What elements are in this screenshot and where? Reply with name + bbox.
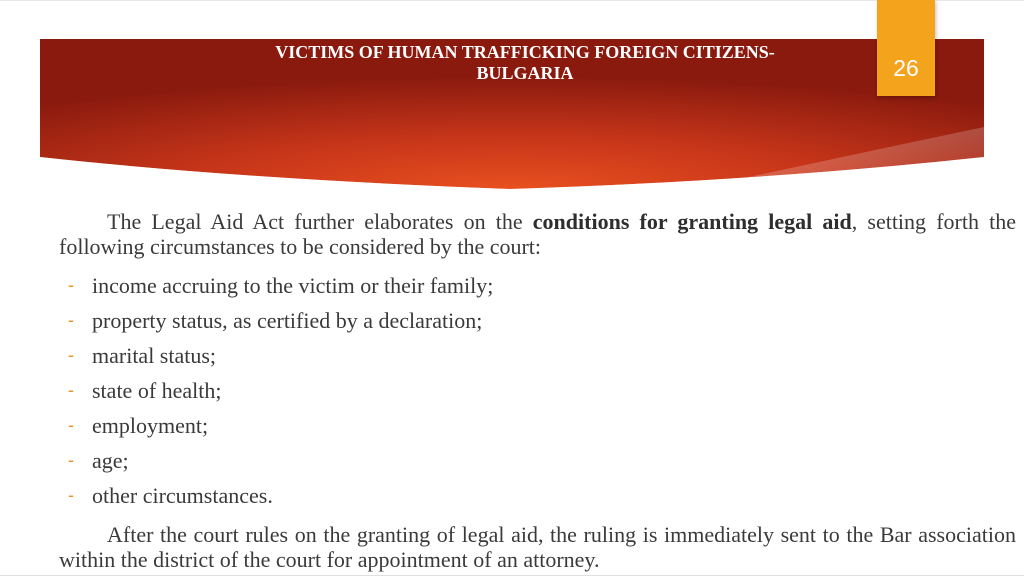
slide-title bbox=[205, 42, 845, 84]
list-item-text: marital status; bbox=[92, 343, 217, 368]
closing-paragraph: After the court rules on the granting of legal aid, the ruling is immediately sent to the Bar association within the district of the court for appointment of an attorney. bbox=[59, 522, 1016, 572]
list-item-text: other circumstances. bbox=[92, 483, 273, 508]
slide-title-line1: VICTIMS OF HUMAN TRAFFICKING FOREIGN CITIZENS- bbox=[275, 42, 775, 62]
list-item-text: property status, as certified by a declaration; bbox=[92, 308, 483, 333]
dash-marker: - bbox=[68, 450, 74, 470]
dash-marker: - bbox=[68, 310, 74, 330]
list-item bbox=[59, 268, 1016, 303]
list-item-text: employment; bbox=[92, 413, 209, 438]
list-item-text: state of health; bbox=[92, 378, 222, 403]
dash-marker: - bbox=[68, 485, 74, 505]
circumstances-list bbox=[59, 268, 1016, 513]
slide-title-line2: BULGARIA bbox=[476, 63, 574, 83]
dash-marker: - bbox=[68, 415, 74, 435]
list-item bbox=[59, 478, 1016, 513]
dash-marker: - bbox=[68, 380, 74, 400]
intro-paragraph bbox=[59, 209, 1016, 259]
slide-body bbox=[59, 209, 1016, 572]
list-item bbox=[59, 408, 1016, 443]
top-divider bbox=[0, 0, 1024, 1]
list-item bbox=[59, 443, 1016, 478]
page-number-badge bbox=[877, 0, 935, 96]
list-item-text: age; bbox=[92, 448, 129, 473]
list-item bbox=[59, 373, 1016, 408]
intro-text: The Legal Aid Act further elaborates on the bbox=[107, 209, 533, 234]
list-item-text: income accruing to the victim or their family; bbox=[92, 273, 494, 298]
dash-marker: - bbox=[68, 345, 74, 365]
list-item bbox=[59, 338, 1016, 373]
list-item bbox=[59, 303, 1016, 338]
page-number: 26 bbox=[893, 55, 919, 81]
intro-rest-text: , setting forth the following circumstances to be considered by the court: bbox=[59, 209, 1016, 259]
intro-bold-text: conditions for granting legal aid bbox=[532, 209, 852, 234]
dash-marker: - bbox=[68, 275, 74, 295]
